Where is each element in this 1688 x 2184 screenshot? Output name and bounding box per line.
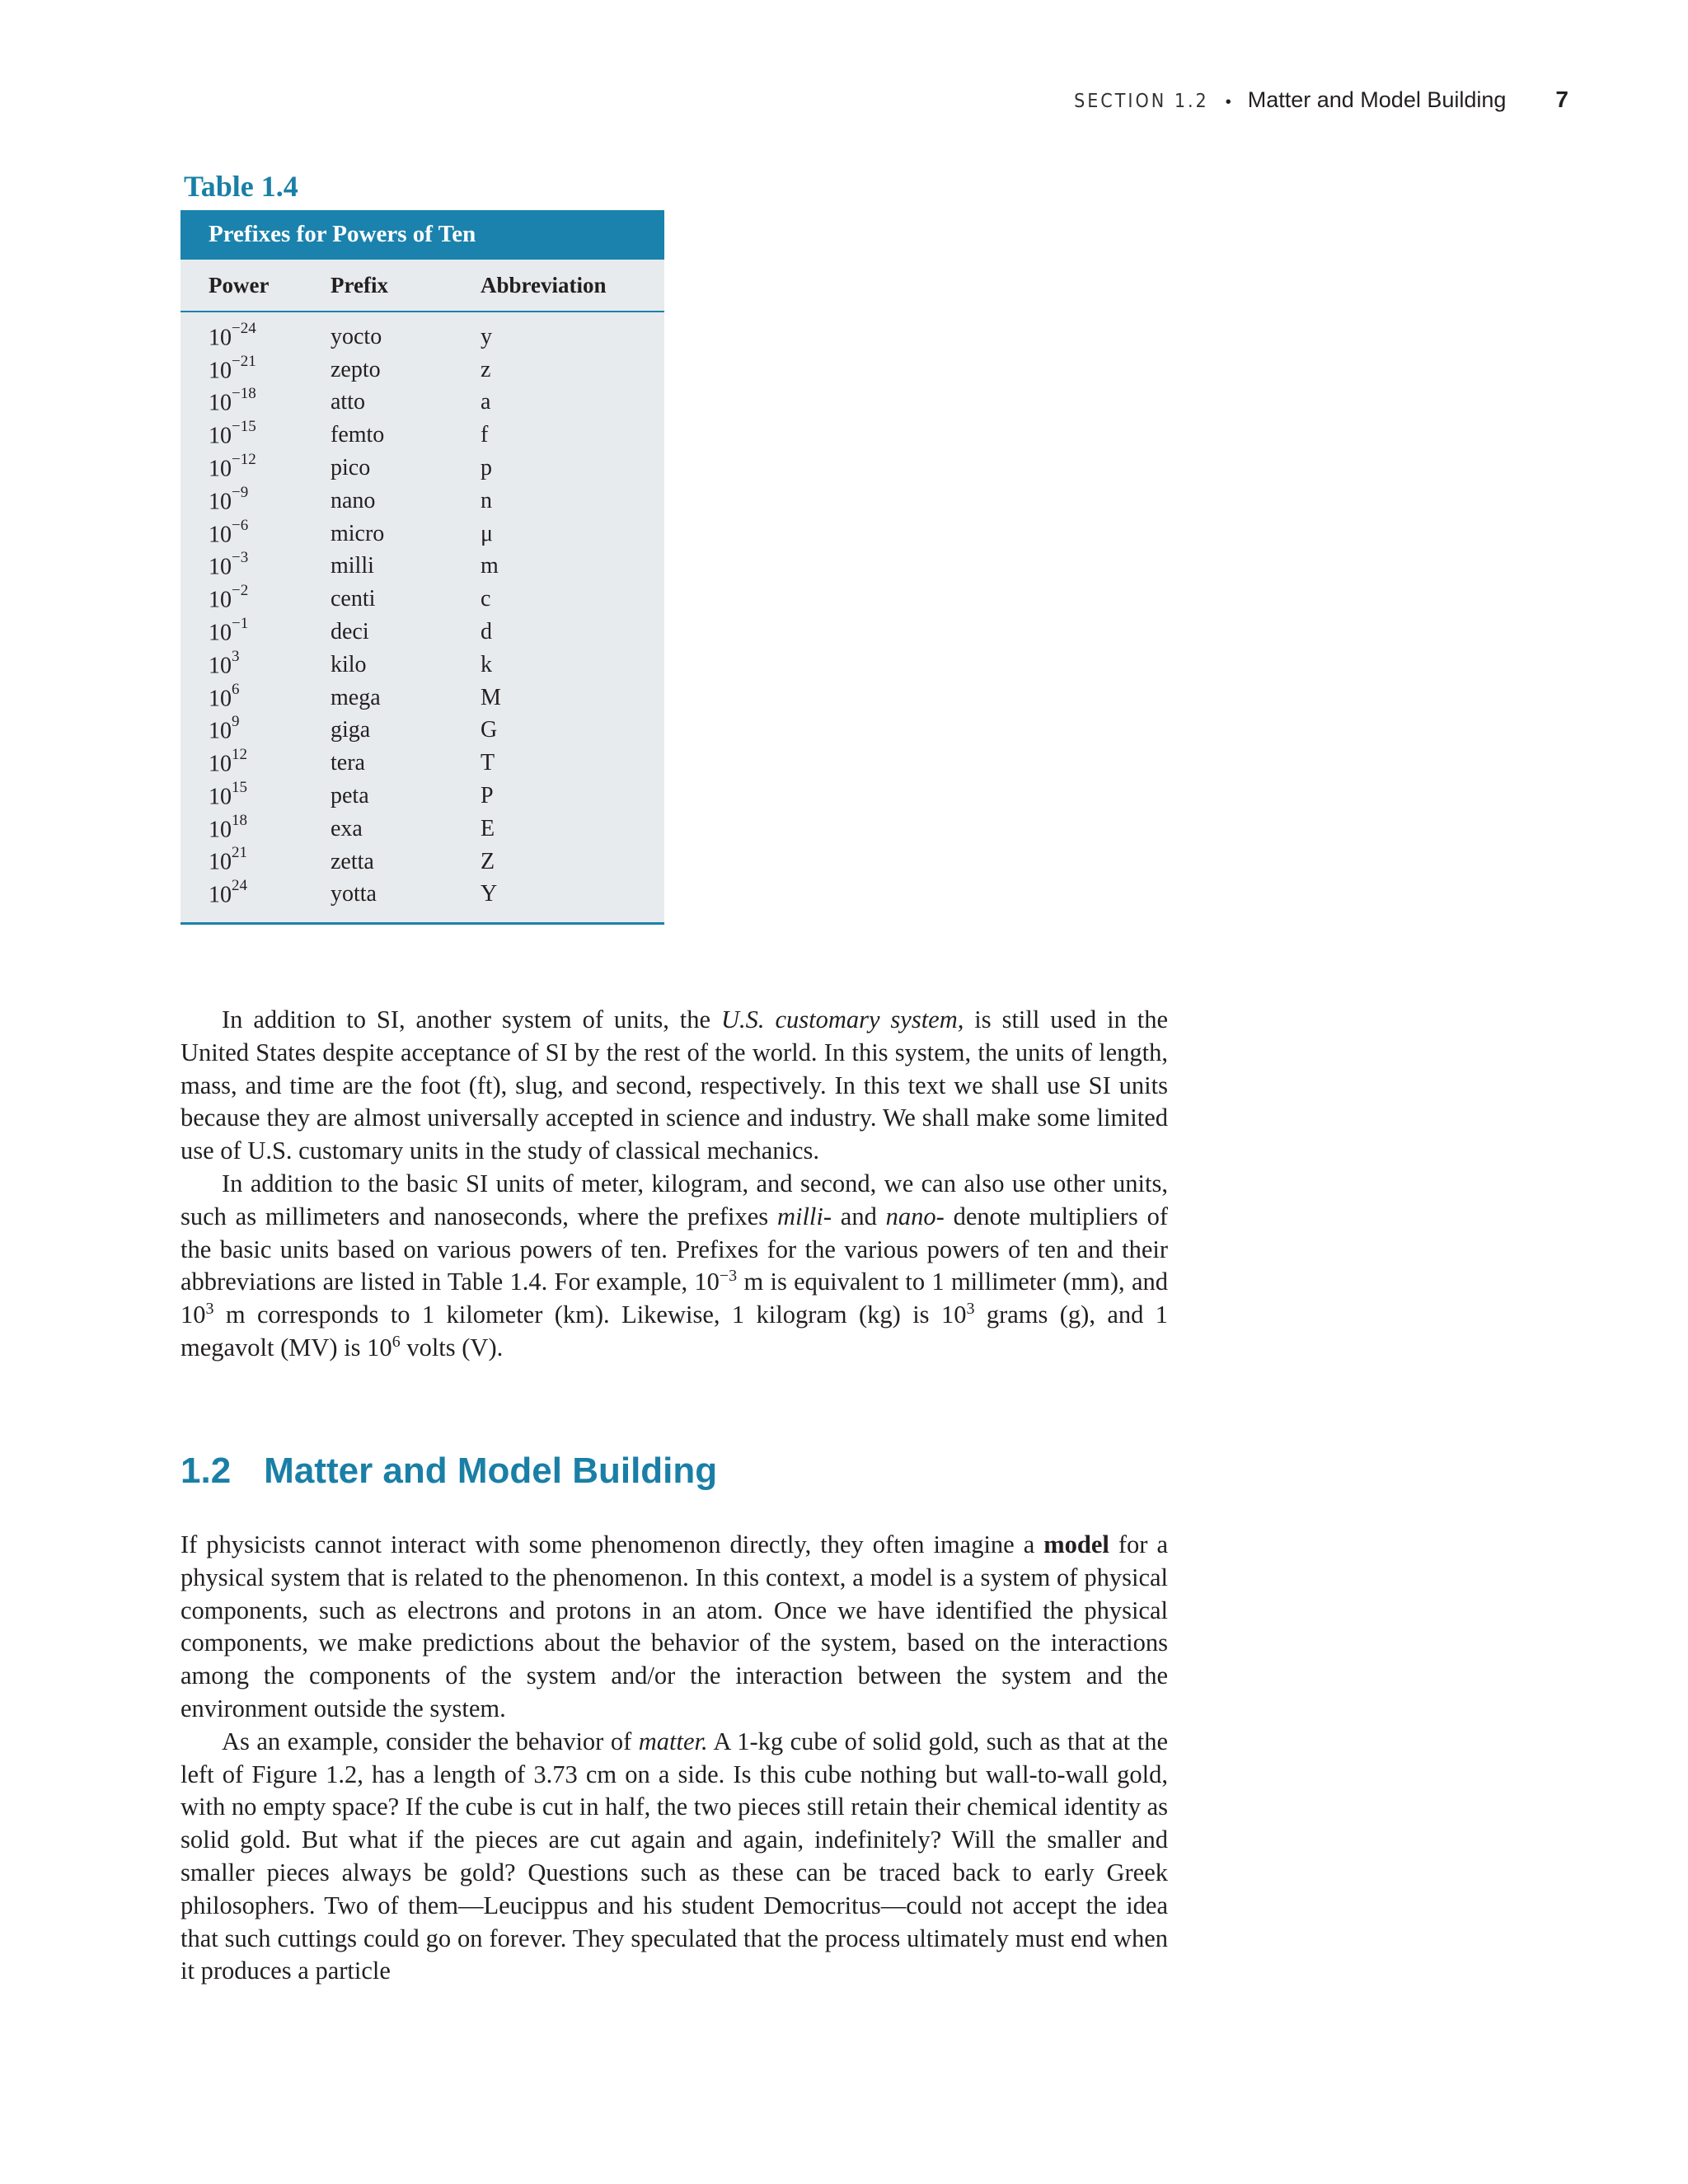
- prefix-cell: nano: [331, 487, 376, 513]
- prefix-cell: micro: [331, 520, 385, 546]
- abbreviation-cell: y: [481, 323, 492, 349]
- abbreviation-cell: μ: [481, 520, 494, 546]
- power-cell: $10^{-2}$: [209, 582, 249, 613]
- power-cell: $10^6$: [209, 680, 240, 711]
- prefix-cell: yocto: [331, 323, 382, 349]
- prefix-cell: mega: [331, 684, 381, 710]
- running-head-bullet: •: [1225, 93, 1231, 111]
- power-cell: $10^{24}$: [209, 877, 247, 908]
- abbreviation-cell: m: [481, 553, 499, 579]
- abbreviation-cell: G: [481, 717, 498, 743]
- prefix-cell: femto: [331, 422, 385, 448]
- prefix-table: [181, 169, 664, 925]
- prefix-cell: pico: [331, 455, 371, 481]
- prefix-cell: atto: [331, 389, 365, 415]
- power-cell: $10^{-24}$: [209, 319, 256, 351]
- power-cell: $10^{12}$: [209, 746, 247, 777]
- paragraph-us-customary: In addition to SI, another system of units, the U.S. customary system, is still used in the United States despite acceptance of SI by the rest of the world. In this system, the units of length, mass, and time are the foot (ft), slug, and second, respectively. In this text we shall use SI units because they are almost universally accepted in science and industry. We shall make some limited use of U.S. customary units in the study of classical mechanics.: [181, 1005, 1169, 1165]
- section-paragraphs: [181, 1529, 1168, 1988]
- power-cell: $10^{-3}$: [209, 549, 249, 580]
- table-row: [181, 485, 664, 518]
- table-row: [181, 321, 664, 354]
- paragraph-matter: As an example, consider the behavior of matter. A 1-kg cube of solid gold, such as that at the left of Figure 1.2, has a length of 3.73 cm on a side. Is this cube nothing but wall-to-wall gold, with no empty space? If the cube is cut in half, the two pieces still retain their chemical identity as solid gold. But what if the pieces are cut again and again, indefinitely? Will the smaller and smaller pieces always be gold? Questions such as these can be traced back to early Greek philosophers. Two of them—Leucippus and his student Democritus—could not accept the idea that such cuttings could go on forever. They speculated that the process ultimately must end when it produces a particle: [181, 1727, 1168, 1985]
- table-row: [181, 518, 664, 551]
- abbreviation-cell: T: [481, 750, 495, 776]
- abbreviation-cell: n: [481, 487, 492, 513]
- power-cell: $10^{18}$: [209, 811, 247, 843]
- prefix-cell: exa: [331, 815, 363, 841]
- prefix-cell: peta: [331, 783, 369, 809]
- power-cell: $10^{-18}$: [209, 385, 256, 416]
- table-row: [181, 583, 664, 616]
- power-cell: $10^{-15}$: [209, 418, 256, 449]
- section-number: 1.2: [181, 1451, 232, 1491]
- prefix-cell: yotta: [331, 881, 377, 907]
- table-row: [181, 452, 664, 485]
- header-power: Power: [209, 272, 270, 298]
- prefix-cell: deci: [331, 619, 369, 645]
- page-number: 7: [1555, 87, 1568, 112]
- prefix-cell: tera: [331, 750, 365, 776]
- power-cell: $10^{-21}$: [209, 352, 256, 383]
- table-label: Table 1.4: [184, 170, 298, 203]
- abbreviation-cell: Y: [481, 881, 498, 907]
- abbreviation-cell: f: [481, 422, 489, 448]
- abbreviation-cell: M: [481, 684, 501, 710]
- table-row: [181, 354, 664, 387]
- table-header-row: [181, 260, 664, 312]
- abbreviation-cell: z: [481, 356, 491, 382]
- prefix-cell: milli: [331, 553, 374, 579]
- table-row: [181, 780, 664, 813]
- table-row: [181, 649, 664, 682]
- prefix-cell: zepto: [331, 356, 381, 382]
- abbreviation-cell: Z: [481, 848, 495, 874]
- power-cell: $10^3$: [209, 647, 240, 679]
- prefix-cell: centi: [331, 586, 376, 612]
- section-heading: [181, 1451, 717, 1492]
- prefix-cell: kilo: [331, 651, 367, 677]
- power-cell: $10^{-12}$: [209, 450, 256, 482]
- power-cell: $10^9$: [209, 713, 240, 744]
- header-prefix: Prefix: [331, 272, 388, 298]
- table-row: [181, 387, 664, 419]
- running-head-section: SECTION 1.2: [1074, 91, 1209, 112]
- abbreviation-cell: E: [481, 815, 495, 841]
- table-row: [181, 747, 664, 780]
- power-cell: $10^{-1}$: [209, 614, 249, 646]
- running-header: [1074, 87, 1568, 113]
- power-cell: $10^{-9}$: [209, 483, 249, 515]
- paragraph-model: If physicists cannot interact with some phenomenon directly, they often imagine a model for a physical system that is related to the phenomenon. In this context, a model is a system of physical components, such as electrons and protons in an atom. Once we have identified the physical components, we make predictions about the behavior of the system, based on the interactions among the components of the system and/or the interaction between the system and the environment outside the system.: [181, 1530, 1168, 1722]
- power-cell: $10^{-6}$: [209, 516, 249, 547]
- abbreviation-cell: p: [481, 455, 492, 481]
- table-row: [181, 879, 664, 912]
- abbreviation-cell: k: [481, 651, 492, 677]
- abbreviation-cell: c: [481, 586, 491, 612]
- table-row: [181, 616, 664, 649]
- paragraph-prefixes: In addition to the basic SI units of meter, kilogram, and second, we can also use other units, such as millimeters and nanoseconds, where the prefixes milli- and nano- denote multipliers of the basic units based on various powers of ten. Prefixes for the various powers of ten and their abbreviations are listed in Table 1.4. For example, $10^{-3}$ m is equivalent to 1 millimeter (mm), and $10^3$ m corresponds to 1 kilometer (km). Likewise, 1 kilogram (kg) is $10^3$ grams (g), and 1 megavolt (MV) is $10^6$ volts (V).: [181, 1169, 1169, 1361]
- running-head-title: Matter and Model Building: [1247, 87, 1507, 112]
- abbreviation-cell: d: [481, 619, 492, 645]
- table-title: Prefixes for Powers of Ten: [181, 210, 664, 260]
- table-row: [181, 419, 664, 452]
- table-row: [181, 715, 664, 748]
- table-rows: [181, 312, 664, 911]
- intro-paragraphs: [181, 1004, 1168, 1365]
- table-row: [181, 813, 664, 846]
- table-row: [181, 682, 664, 715]
- table-row: [181, 846, 664, 879]
- power-cell: $10^{21}$: [209, 844, 247, 875]
- abbreviation-cell: P: [481, 783, 494, 809]
- header-abbreviation: Abbreviation: [481, 272, 607, 298]
- power-cell: $10^{15}$: [209, 778, 247, 810]
- prefix-cell: giga: [331, 717, 371, 743]
- prefix-cell: zetta: [331, 848, 374, 874]
- section-title: Matter and Model Building: [264, 1451, 718, 1491]
- table-row: [181, 551, 664, 583]
- table-body: [181, 260, 664, 925]
- abbreviation-cell: a: [481, 389, 491, 415]
